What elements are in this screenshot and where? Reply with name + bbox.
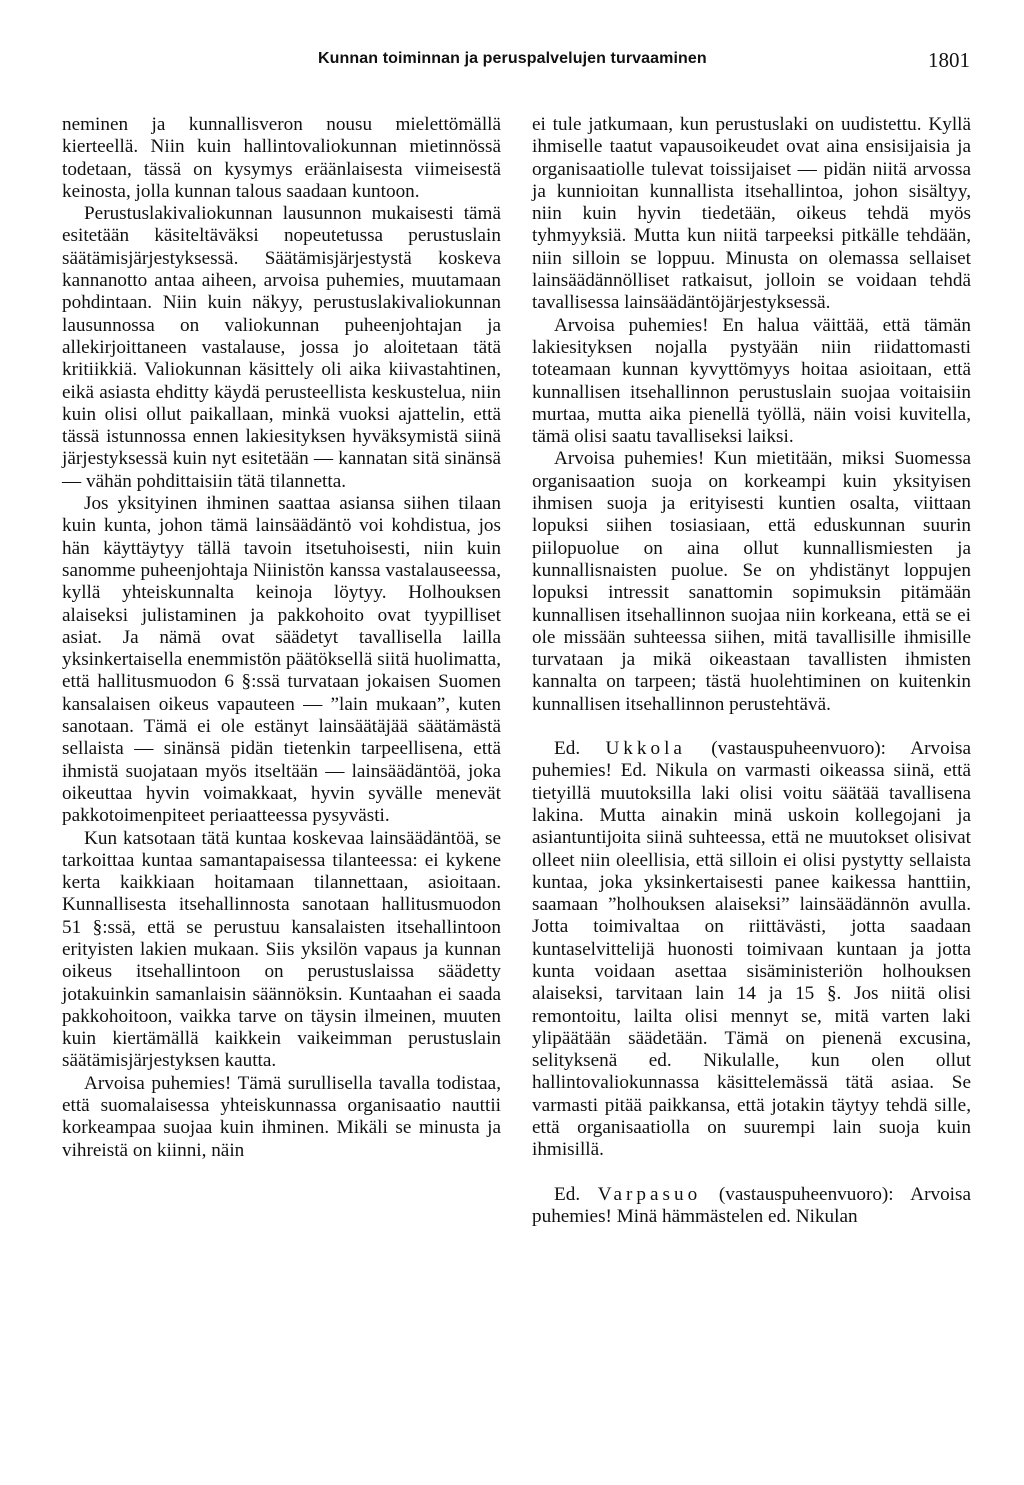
speech-varpasuo: [532, 1184, 971, 1229]
right-paragraph-1: ei tule jatkumaan, kun perustuslaki on uudistettu. Kyllä ihmiselle taatut vapausoikeudet ovat aina ensisijaisia ja organisaatiolle tulevat toissijaiset — pidän niitä arvossa ja kunnioitan kunnallista itsehallintoa, johon sisältyy, niin kuin hyvin tiedetään, oikeus tehdä myös tyhmyyksiä. Mutta kun niitä tarpeeksi pitkälle tehdään, niin silloin se loppuu. Minusta on olemassa sellaiset lainsäädännölliset ratkaisut, jolloin se voidaan tehdä tavallisessa lainsäädäntöjärjestyksessä.: [532, 114, 971, 314]
left-paragraph-3: Jos yksityinen ihminen saattaa asiansa siihen tilaan kuin kunta, johon tämä lainsäädäntö voi kohdistua, jos hän käyttäytyy tällä tavoin itsetuhoisesti, niin kuin sanomme puheenjohtaja Niinistön kanssa vastalauseessa, kyllä yhteiskunnalta keinoja löytyy. Holhouksen alaiseksi julistaminen ja pakkohoito ovat tyypilliset asiat. Ja nämä ovat säädetyt tavallisella lailla yksinkertaisella enemmistön päätöksellä siitä huolimatta, että hallitusmuodon 6 §:ssä turvataan jokaisen Suomen kansalaisen oikeus vapauteen — ”lain mukaan”, kuten sanotaan. Tämä ei ole estänyt lainsäätäjää säätämästä sellaista — sinänsä pidän tietenkin tarpeellisena, että ihmistä suojataan myös itseltään — lainsäädäntöä, joka oikeuttaa hyvin voimakkaat, hyvin syvälle menevät pakkotoimenpiteet periaatteessa pysyvästi.: [62, 493, 501, 827]
left-paragraph-5: Arvoisa puhemies! Tämä surullisella tavalla todistaa, että suomalaisessa yhteiskunnassa organisaatio nauttii korkeampaa suojaa kuin ihminen. Mikäli se minusta ja vihreistä on kiinni, näin: [62, 1072, 501, 1161]
left-paragraph-4: Kun katsotaan tätä kuntaa koskevaa lainsäädäntöä, se tarkoittaa kuntaa samantapaisessa tilanteessa: ei kykene kerta kaikkiaan hoitamaan tilannettaan, asioitaan. Kunnallisesta itsehallinnosta sanotaan hallitusmuodon 51 §:ssä, että se perustuu kansalaisten itsehallintoon erityisten lakien mukaan. Siis yksilön vapaus ja kunnan oikeus itsehallintoon on perustuslaissa säädetty jotakuinkin samanlaisin säännöksin. Kuntaahan ei saada pakkohoitoon, vaikka tarve on täysin ilmeinen, muuten kuin kiertämällä kaikkein vaikeimman perustuslain säätämisjärjestyksen kautta.: [62, 827, 501, 1072]
right-column: [532, 114, 971, 1228]
left-paragraph-2: Perustuslakivaliokunnan lausunnon mukaisesti tämä esitetään käsiteltäväksi nopeutetussa perustuslain säätämisjärjestyksessä. Säätämisjärjestystä koskeva kannanotto antaa aiheen, arvoisa puhemies, muutamaan pohdintaan. Niin kuin näkyy, perustuslakivaliokunnan lausunnossa on valiokunnan puheenjohtajan ja allekirjoittaneen vastalause, jossa jo aloitetaan tätä kritiikkiä. Valiokunnan käsittely oli aika kiivastahtinen, eikä asiasta ehditty käydä perusteellista keskustelua, niin kuin olisi ollut paikallaan, minkä vuoksi ajattelin, että tässä istunnossa ennen lakiesityksen hyväksymistä siinä järjestyksessä kuin nyt esitetään — kannatan sitä sinänsä — vähän pohdittaisiin tätä tilannetta.: [62, 203, 501, 492]
page-number: 1801: [928, 48, 970, 72]
right-paragraph-2: Arvoisa puhemies! En halua väittää, että tämän lakiesityksen nojalla pystyään niin riidattomasti toteamaan kunnan kyvyttömyys hoitaa asioitaan, että kunnallisen itsehallinnon perustuslain suojaa voitaisiin murtaa, mutta aika pienellä työllä, näin voisi kuvitella, tämä olisi saatu tavalliseksi laiksi.: [532, 314, 971, 448]
speech-prefix: Ed.: [554, 738, 581, 760]
speech-ukkola: [532, 738, 971, 1162]
speaker-name: Ukkola: [605, 738, 686, 760]
running-title: Kunnan toiminnan ja peruspalvelujen turvaaminen: [318, 50, 707, 67]
speech-text: (vastauspuheenvuoro): Arvoisa puhemies! Ed. Nikula on varmasti oikeassa siinä, että tietyillä muutoksilla laki olisi voitu säätää tavallisena lakina. Mutta ainakin minä uskoin kollegojani ja asiantuntijoita siinä suhteessa, että ne muutokset olisivat olleet niin oleellisia, että silloin ei olisi pystytty sellaista kuntaa, joka yksinkertaisesti panee kaikessa hanttiin, saamaan ”holhouksen alaiseksi” lainsäädännön avulla. Jotta toimivaltaa on riittävästi, jotta saadaan kuntaselvittelijä huonosti toimivaan kuntaan ja jotta kunta voidaan asettaa sisäministeriön holhouksen alaiseksi, tarvitaan lain 14 ja 15 §. Jos niitä olisi remontoitu, lailta olisi mennyt se, mitä varten laki ylipäätään säädetään. Tämä on pienenä excusina, selityksenä ed. Nikulalle, kun olen ollut hallintovaliokunnassa käsittelemässä tätä asiaa. Se varmasti pitää paikkansa, että jotakin täytyy tehdä sille, että organisaatiolla on suurempi lain suoja kuin ihmisillä.: [532, 738, 972, 1161]
page-header: [62, 50, 970, 80]
speech-prefix: Ed.: [554, 1183, 581, 1205]
left-column: [62, 114, 501, 1162]
speaker-name: Varpasuo: [597, 1183, 702, 1205]
left-paragraph-1: neminen ja kunnallisveron nousu mielettömällä kierteellä. Niin kuin hallintovaliokunnan mietinnössä todetaan, tässä on kysymys eräänlaisesta viimeisestä keinosta, jolla kunnan talous saadaan kuntoon.: [62, 114, 501, 202]
speech-text: (vastauspuheenvuoro): Arvoisa puhemies! Minä hämmästelen ed. Nikulan: [532, 1183, 971, 1227]
right-paragraph-3: Arvoisa puhemies! Kun mietitään, miksi Suomessa organisaation suoja on korkeampi kuin yksityisen ihmisen suoja ja erityisesti kuntien osalta, viittaan lopuksi siihen tosiasiaan, että eduskunnan suurin piilopuolue on aina ollut kunnallismiesten ja kunnallisnaisten puolue. Se on yhdistänyt loppujen lopuksi intressit sanattomin sopimuksin pitämään kunnallisen itsehallinnon suojaa niin korkeana, että se ei ole missään suhteessa siihen, mitä tavallisille ihmisille turvataan ja mikä oikeastaan tavallisten ihmisten kannalta on tarpeen; tästä huolehtiminen on kuitenkin kunnallisen itsehallinnon perustehtävä.: [532, 448, 971, 715]
